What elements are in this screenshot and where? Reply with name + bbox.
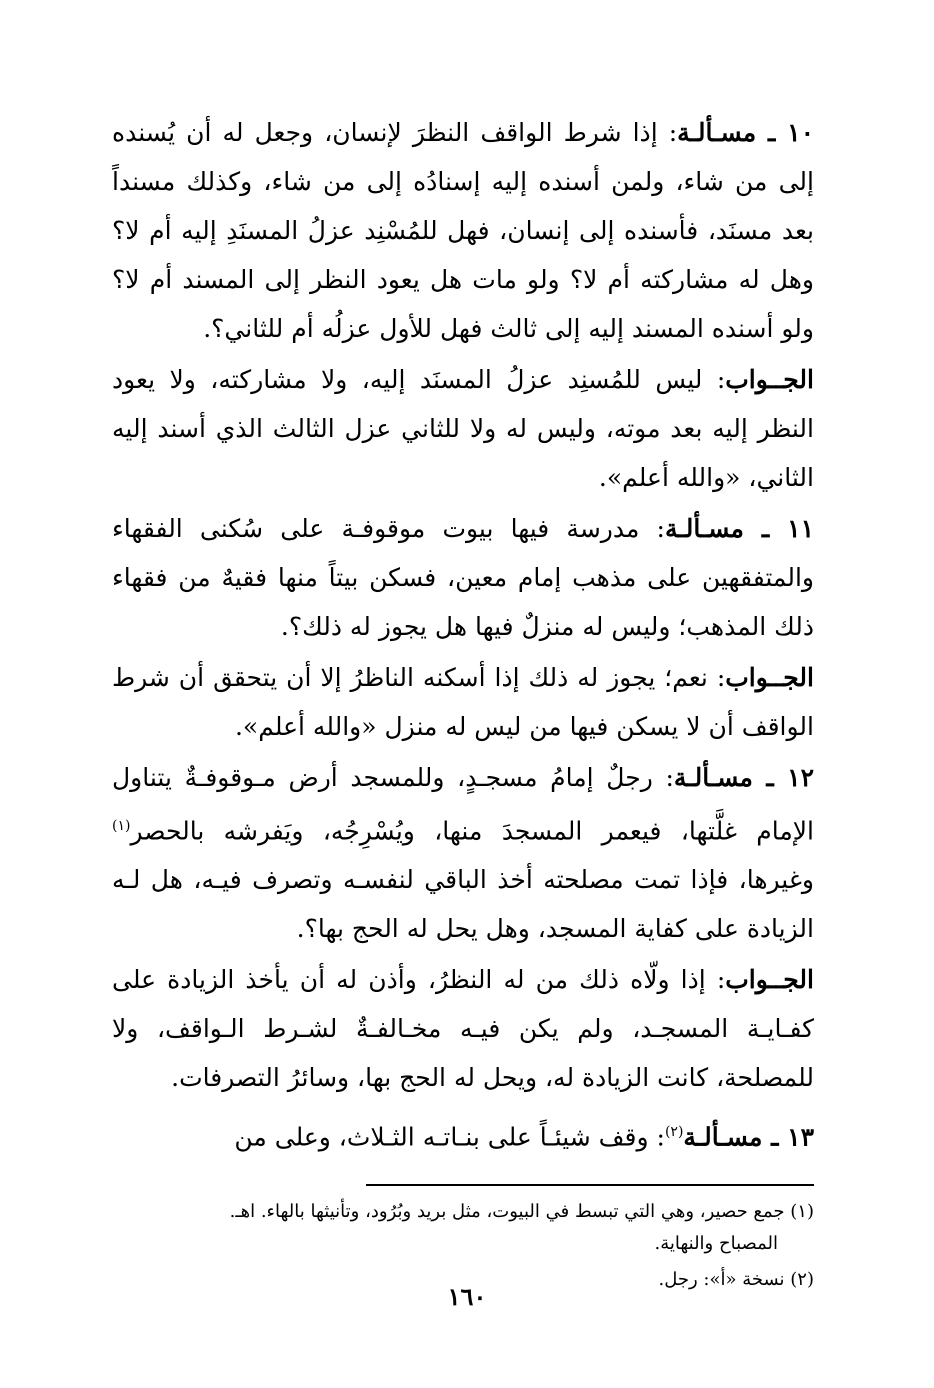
answer-heading: الجــواب <box>725 965 814 995</box>
question-heading: ١١ ـ مسـألـة <box>664 514 815 543</box>
answer-text: : ليس للمُسنِد عزلُ المسنَد إليه، ولا مشاركته، ولا يعود النظر إليه بعد موته، وليس له ولا للثاني عزل الثالث الذي أسند إليه الثاني، «والله أعلم». <box>112 365 814 492</box>
question-text: : وقف شيئـاً على بنـاتـه الثـلاث، وعلى من <box>234 1122 665 1152</box>
footnote-text: نسخة «أ»: رجل. <box>658 1268 791 1290</box>
question-heading: ١٢ ـ مسـألـة <box>673 763 814 792</box>
footnote-1-continued: المصباح والنهاية. <box>654 1232 778 1254</box>
footnote-1 <box>112 1196 814 1228</box>
footnote-number: (١) <box>790 1200 814 1222</box>
answer-text: : نعم؛ يجوز له ذلك إذا أسكنه الناظرُ إلا أن يتحقق أن شرط الواقف أن لا يسكن فيها من ليس له منزل «والله أعلم». <box>112 663 814 741</box>
question-text: : مدرسة فيها بيوت موقوفـة على سُكنى الفقهاء والمتفقهين على مذهب إمام معين، فسكن بيتاً منها فقيهٌ من فقهاء ذلك المذهب؛ وليس له منزلٌ فيها هل يجوز له ذلك؟. <box>112 514 814 641</box>
answer-11 <box>112 653 814 751</box>
answer-10 <box>112 355 814 502</box>
question-13 <box>112 1108 814 1161</box>
question-12 <box>112 753 814 953</box>
question-text-continued: وغيرها، فإذا تمت مصلحته أخذ الباقي لنفسـه وتصرف فيـه، هل لـه الزيادة على كفاية المسجد، وهل يحل له الحج بها؟. <box>112 865 814 944</box>
question-text: : رجلٌ إمامُ مسجـدٍ، وللمسجد أرض مـوقوفـةٌ يتناول الإمام غلَّتها، فيعمر المسجدَ منها، ويُسْرِجُه، ويَفرشه بالحصر <box>112 763 814 846</box>
question-text: : إذا شرط الواقف النظرَ لإنسان، وجعل له أن يُسنده إلى من شاء، ولمن أسنده إليه إسنادُه إلى من شاء، وكذلك مسنداً بعد مسنَد، فأسنده إلى إنسان، فهل للمُسْنِد عزلُ المسنَدِ إليه أم لا؟ وهل له مشاركته أم لا؟ ولو مات هل يعود النظر إلى المسند أم لا؟ ولو أسنده المسند إليه إلى ثالث فهل للأول عزلُه أم للثاني؟. <box>112 118 814 343</box>
answer-heading: الجــواب <box>725 365 814 394</box>
answer-12 <box>112 955 814 1102</box>
answer-heading: الجــواب <box>725 663 814 692</box>
footnote-separator <box>366 1184 814 1186</box>
question-heading: ١٣ ـ مسـألـة <box>683 1122 814 1152</box>
footnote-number: (٢) <box>790 1268 814 1290</box>
footnote-ref-2: (٢) <box>664 1124 684 1141</box>
footnote-ref-1: (١) <box>112 818 131 834</box>
question-10 <box>112 108 814 353</box>
footnote-text: جمع حصير، وهي التي تبسط في البيوت، مثل بريد وبُرُود، وتأنيثها بالهاء. اهـ. <box>229 1200 791 1222</box>
question-heading: ١٠ ـ مسـألـة <box>677 118 814 147</box>
answer-text: : إذا ولّاه ذلك من له النظرُ، وأذن له أن يأخذ الزيادة على كفـايـة المسجـد، ولم يكن فيـه مخـالفـةٌ لشـرط الـواقف، ولا للمصلحة، كانت الزيادة له، ويحل له الحج بها، وسائرُ التصرفات. <box>112 965 814 1093</box>
page-number: ١٦٠ <box>447 1282 487 1311</box>
question-11 <box>112 504 814 651</box>
